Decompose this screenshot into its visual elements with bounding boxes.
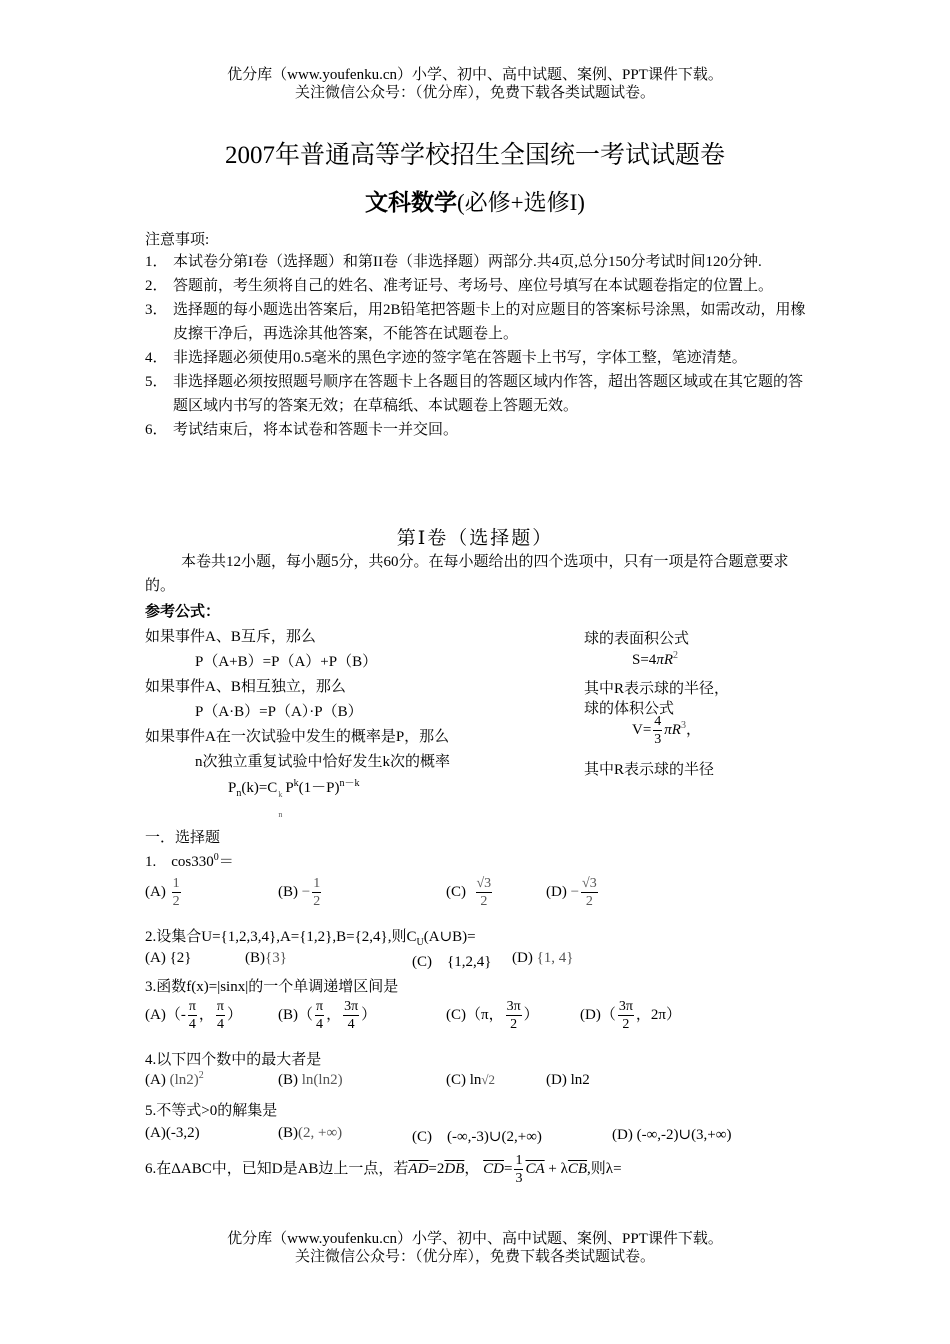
q1-a-den: 2 bbox=[172, 894, 180, 909]
volume-sup: 3 bbox=[680, 719, 686, 731]
q3-d-close: ，2π） bbox=[635, 1006, 681, 1023]
question-4-stem: 4.以下四个数中的最大者是 bbox=[145, 1052, 322, 1068]
formula-left-2: P（A+B）=P（A）+P（B） bbox=[195, 654, 378, 670]
note-number: 5． bbox=[145, 374, 168, 390]
page-title: 2007年普通高等学校招生全国统一考试试题卷 bbox=[224, 142, 725, 169]
q3-b-close: ） bbox=[361, 1006, 377, 1023]
q1-d-num: √3 bbox=[582, 876, 597, 891]
q4-a-sup: 2 bbox=[198, 1070, 204, 1081]
q2-stem-tail: (A∪B)= bbox=[423, 929, 476, 945]
q3-c-frac bbox=[506, 998, 522, 1033]
q1-c-num: √3 bbox=[476, 876, 492, 891]
q3-option-b bbox=[278, 998, 376, 1033]
q3-a-close: ） bbox=[227, 1006, 243, 1023]
footer-line-1: 优分库（www.youfenku.cn）小学、初中、高中试题、案例、PPT课件下载。 bbox=[227, 1231, 723, 1247]
binomial-p: P bbox=[228, 780, 237, 796]
q6-fraction bbox=[514, 1152, 523, 1187]
q3-a-n2: π bbox=[216, 999, 224, 1014]
note-text: 考试结束后，将本试卷和答题卡一并交回。 bbox=[173, 422, 459, 438]
note-item bbox=[145, 250, 810, 274]
q4-c-label: (C) ln bbox=[446, 1072, 482, 1088]
q2-option-c: (C) {1,2,4} bbox=[412, 954, 492, 970]
area-pir: πR bbox=[656, 652, 673, 668]
q3-a-n1: π bbox=[188, 999, 196, 1014]
binomial-formula bbox=[228, 776, 360, 819]
q1-c-den: 2 bbox=[480, 894, 488, 909]
q3-a-d2: 4 bbox=[216, 1017, 224, 1032]
note-number: 3． bbox=[145, 302, 168, 318]
q3-option-a bbox=[145, 998, 242, 1033]
note-text: 非选择题必须使用0.5毫米的黑色字迹的签字笔在答题卡上书写，字体工整，笔迹清楚。 bbox=[173, 350, 747, 366]
question-3-stem: 3.函数f(x)=|sinx|的一个单调递增区间是 bbox=[145, 979, 399, 995]
q6-vector-cd: $\overline{CD}$ bbox=[483, 1160, 504, 1177]
q1-b-label: (B) bbox=[278, 883, 298, 900]
q1-a-fraction bbox=[172, 875, 181, 910]
formula-right-6: 其中R表示球的半径 bbox=[584, 762, 715, 778]
q1-option-b bbox=[278, 875, 323, 910]
volume-comma: ， bbox=[685, 721, 701, 738]
q4-option-b bbox=[278, 1072, 343, 1089]
subtitle-bold: 文科数学 bbox=[365, 190, 458, 215]
footer-line-2: 关注微信公众号：（优分库），免费下载各类试题试卷。 bbox=[294, 1249, 655, 1265]
q3-d-d: 2 bbox=[622, 1017, 630, 1032]
binomial-q: (1－P) bbox=[298, 780, 340, 796]
q3-b-n2: 3π bbox=[344, 999, 359, 1014]
q1-equals: ＝ bbox=[218, 854, 234, 870]
section-intro: 本卷共12小题，每小题5分，共60分。在每小题给出的四个选项中，只有一项是符合题意要求的。 bbox=[145, 554, 789, 594]
binomial-c-sub-n: n bbox=[278, 810, 283, 819]
sphere-area-formula bbox=[632, 652, 678, 669]
binomial-sup-k: k bbox=[293, 778, 299, 789]
q5-b-value: (2, +∞) bbox=[298, 1125, 343, 1141]
q2-option-a: (A) {2} bbox=[145, 950, 192, 966]
q2-sub-u: U bbox=[416, 937, 424, 948]
note-number: 6． bbox=[145, 422, 168, 438]
note-item bbox=[145, 370, 810, 418]
area-s: S=4 bbox=[632, 652, 657, 668]
q1-d-sign: − bbox=[570, 883, 580, 900]
q4-option-d: (D) ln2 bbox=[546, 1072, 590, 1088]
binomial-sub-n: n bbox=[236, 788, 242, 799]
volume-den: 3 bbox=[654, 732, 662, 747]
binomial-c: (k)=C bbox=[241, 780, 278, 796]
q2-option-b bbox=[245, 950, 287, 967]
q5-option-c: (C) (-∞,-3)∪(2,+∞) bbox=[412, 1129, 542, 1145]
note-number: 2． bbox=[145, 278, 168, 294]
sphere-volume-formula bbox=[632, 713, 701, 748]
q2-d-label: (D) bbox=[512, 950, 533, 966]
header-line-1: 优分库（www.youfenku.cn）小学、初中、高中试题、案例、PPT课件下载。 bbox=[227, 67, 723, 83]
q5-b-label: (B) bbox=[278, 1125, 298, 1141]
note-text: 选择题的每小题选出答案后，用2B铅笔把答题卡上的对应题目的答案标号涂黑，如需改动，用橡皮擦干净后，再选涂其他答案，不能答在试题卷上。 bbox=[173, 302, 806, 342]
q3-b-frac1 bbox=[315, 998, 324, 1033]
page-subtitle bbox=[0, 184, 950, 217]
q1-stem-text: 1. cos330 bbox=[145, 854, 214, 870]
q4-c-value: √2 bbox=[481, 1072, 496, 1087]
q6-plus-lambda: + λ bbox=[548, 1160, 568, 1177]
q2-b-value: {3} bbox=[265, 950, 287, 966]
q5-option-b bbox=[278, 1125, 342, 1142]
formula-left-1: 如果事件A、B互斥，那么 bbox=[145, 629, 316, 645]
q6-vector-db: $\overline{DB}$ bbox=[444, 1160, 465, 1177]
volume-v: V= bbox=[632, 721, 652, 738]
q1-c-fraction bbox=[476, 875, 493, 910]
q6-frac-den: 3 bbox=[515, 1171, 523, 1186]
q3-a-open: (A)（- bbox=[145, 1006, 186, 1023]
note-text: 非选择题必须按照题号顺序在答题卡上各题目的答题区域内作答，超出答题区域或在其它题的答题区域内书写的答案无效；在草稿纸、本试题卷上答题无效。 bbox=[173, 374, 804, 414]
area-sup: 2 bbox=[673, 650, 678, 661]
q3-d-n: 3π bbox=[618, 999, 633, 1014]
q2-option-d bbox=[512, 950, 573, 967]
notes-heading: 注意事项: bbox=[145, 232, 210, 248]
q1-c-label: (C) bbox=[446, 883, 466, 900]
binomial-p2: P bbox=[285, 780, 294, 796]
q5-option-a: (A)(-3,2) bbox=[145, 1125, 200, 1141]
q6-vector-cb: $\overline{CB}$ bbox=[567, 1160, 588, 1177]
q4-b-value: ln(ln2) bbox=[301, 1072, 343, 1088]
q3-b-d2: 4 bbox=[347, 1017, 355, 1032]
q3-a-d1: 4 bbox=[188, 1017, 196, 1032]
q3-c-open: (C)（π， bbox=[446, 1006, 504, 1023]
q3-c-d: 2 bbox=[510, 1017, 518, 1032]
q1-degree: 0 bbox=[213, 852, 219, 863]
q3-d-frac bbox=[618, 998, 634, 1033]
section-title: 第Ⅰ卷（选择题） bbox=[396, 528, 554, 549]
header-line-2: 关注微信公众号：（优分库），免费下载各类试题试卷。 bbox=[294, 85, 655, 101]
q6-frac-num: 1 bbox=[515, 1153, 523, 1168]
q3-a-comma: ， bbox=[198, 1006, 214, 1023]
q6-comma: ， bbox=[464, 1160, 480, 1177]
q6-eq2: = bbox=[504, 1160, 513, 1177]
q3-b-d1: 4 bbox=[316, 1017, 324, 1032]
q1-a-num: 1 bbox=[172, 876, 180, 891]
q1-d-fraction bbox=[581, 875, 598, 910]
q3-b-open: (B)（ bbox=[278, 1006, 313, 1023]
q4-option-c bbox=[446, 1072, 495, 1089]
question-6-stem bbox=[145, 1152, 622, 1187]
q3-b-comma: ， bbox=[326, 1006, 342, 1023]
formula-left-6: n次独立重复试验中恰好发生k次的概率 bbox=[195, 754, 451, 770]
q3-b-frac2 bbox=[343, 998, 359, 1033]
q1-d-den: 2 bbox=[585, 894, 593, 909]
subtitle-rest: (必修+选修I) bbox=[457, 190, 585, 215]
q3-c-close: ） bbox=[523, 1006, 539, 1023]
q6-tail: ,则λ= bbox=[587, 1160, 622, 1177]
binomial-c-sup-k: k bbox=[278, 790, 283, 799]
formula-right-3: 其中R表示球的半径， bbox=[584, 681, 730, 697]
q3-b-n1: π bbox=[316, 999, 324, 1014]
q3-c-n: 3π bbox=[506, 999, 521, 1014]
q4-b-label: (B) bbox=[278, 1072, 298, 1088]
notes-list bbox=[145, 250, 810, 442]
q1-b-sign: − bbox=[301, 883, 311, 900]
note-number: 1． bbox=[145, 254, 168, 270]
formula-right-1: 球的表面积公式 bbox=[584, 631, 690, 647]
q1-option-a bbox=[145, 875, 183, 910]
q6-stem-text: 6.在ΔABC中，已知D是AB边上一点，若 bbox=[145, 1160, 409, 1177]
formula-heading: 参考公式： bbox=[145, 604, 221, 620]
note-item bbox=[145, 274, 810, 298]
q3-a-frac2 bbox=[216, 998, 225, 1033]
q6-eq1: =2 bbox=[428, 1160, 445, 1177]
formula-right-4: 球的体积公式 bbox=[584, 701, 675, 717]
volume-fraction bbox=[653, 713, 662, 748]
q6-vector-ca: $\overline{CA}$ bbox=[525, 1160, 545, 1177]
q3-option-c bbox=[446, 998, 539, 1033]
note-text: 答题前，考生须将自己的姓名、准考证号、考场号、座位号填写在本试题卷指定的位置上。 bbox=[173, 278, 774, 294]
q6-vector-ad: $\overline{AD}$ bbox=[408, 1160, 429, 1177]
note-text: 本试卷分第I卷（选择题）和第II卷（非选择题）两部分.共4页,总分150分考试时间120分钟. bbox=[173, 254, 762, 270]
q1-b-den: 2 bbox=[313, 894, 321, 909]
question-5-stem: 5.不等式>0的解集是 bbox=[145, 1103, 278, 1119]
q4-option-a bbox=[145, 1072, 204, 1089]
q1-option-c bbox=[446, 875, 494, 910]
formula-left-4: P（A·B）=P（A）·P（B） bbox=[195, 704, 363, 720]
binomial-sup-nk: n－k bbox=[339, 778, 360, 789]
note-number: 4． bbox=[145, 350, 168, 366]
q1-b-num: 1 bbox=[313, 876, 321, 891]
question-1-stem bbox=[145, 850, 234, 871]
q2-b-label: (B) bbox=[245, 950, 265, 966]
q1-d-label: (D) bbox=[546, 883, 567, 900]
part-heading: 一．选择题 bbox=[145, 830, 221, 846]
q2-stem-text: 2.设集合U={1,2,3,4},A={1,2},B={2,4},则C bbox=[145, 929, 417, 945]
q3-a-frac1 bbox=[188, 998, 197, 1033]
note-item bbox=[145, 298, 810, 346]
formula-left-5: 如果事件A在一次试验中发生的概率是P，那么 bbox=[145, 729, 450, 745]
volume-num: 4 bbox=[654, 714, 662, 729]
q3-d-open: (D)（ bbox=[580, 1006, 616, 1023]
q5-option-d: (D) (-∞,-2)∪(3,+∞) bbox=[612, 1127, 732, 1143]
q3-option-d bbox=[580, 998, 681, 1033]
q1-option-d bbox=[546, 875, 600, 910]
note-item bbox=[145, 346, 810, 370]
formula-left-3: 如果事件A、B相互独立，那么 bbox=[145, 679, 346, 695]
question-2-stem bbox=[145, 925, 476, 946]
volume-pir: πR bbox=[664, 721, 681, 738]
q1-a-label: (A) bbox=[145, 883, 166, 900]
q4-a-label: (A) bbox=[145, 1072, 166, 1088]
note-item bbox=[145, 418, 810, 442]
q1-b-fraction bbox=[312, 875, 321, 910]
q4-a-value: (ln2) bbox=[169, 1072, 199, 1088]
q2-d-value: {1, 4} bbox=[536, 950, 574, 966]
